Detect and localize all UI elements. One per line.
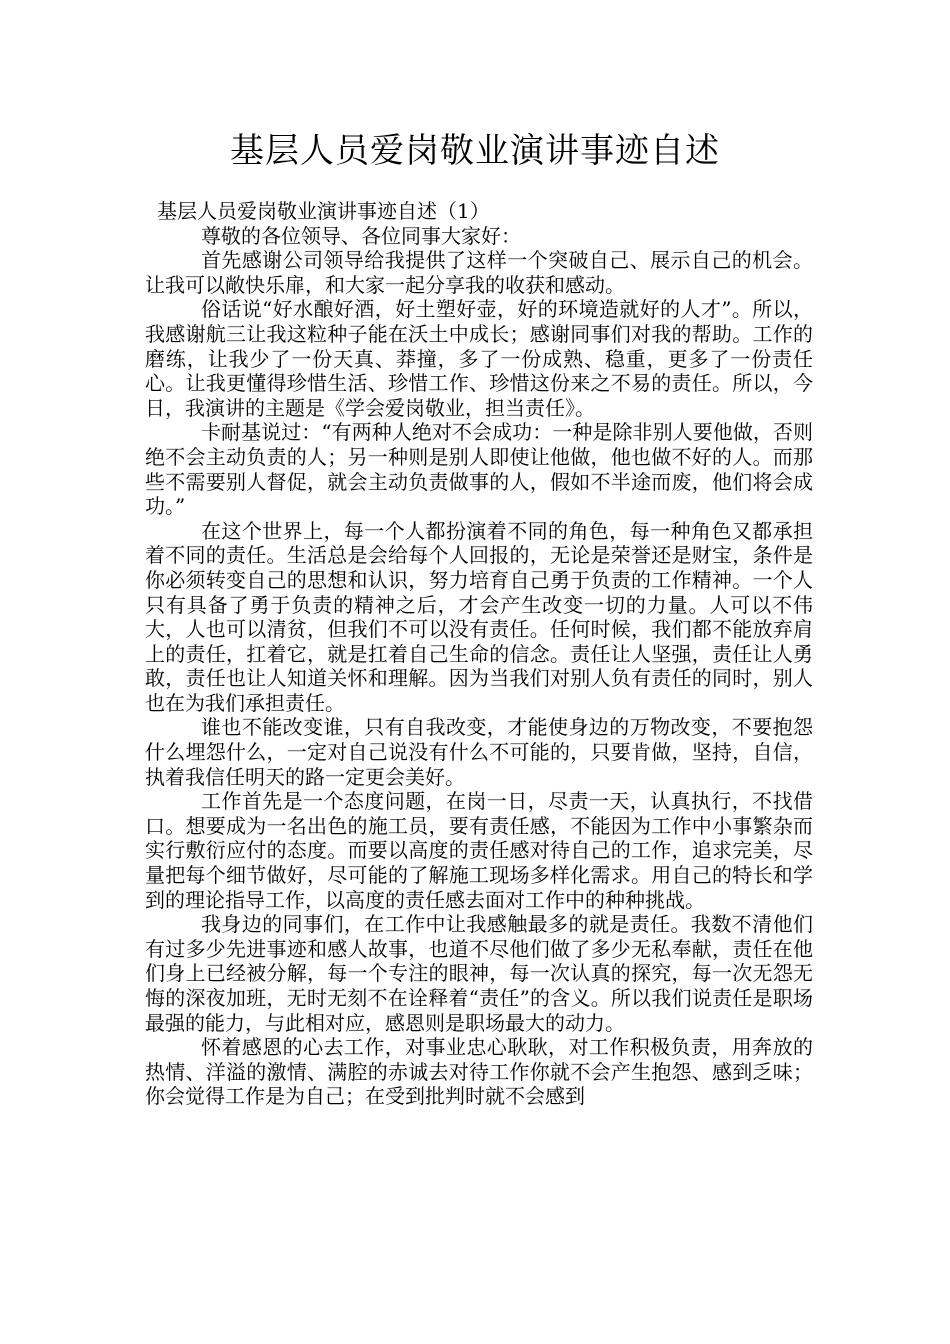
paragraph-greeting: 尊敬的各位领导、各位同事大家好： bbox=[201, 223, 521, 248]
document-title: 基层人员爱岗敬业演讲事迹自述 bbox=[230, 131, 720, 171]
paragraph: 首先感谢公司领导给我提供了这样一个突破自己、展示自己的机会。让我可以敞快乐扉，和大家一起分享我的收获和感动。 bbox=[145, 248, 813, 297]
paragraph: 俗话说“好水酿好酒，好土塑好壶，好的环境造就好的人才”。所以，我感谢航三让我这粒种子能在沃土中成长；感谢同事们对我的帮助。工作的磨练，让我少了一份天真、莽撞，多了一份成熟、稳重，更多了一份责任心。让我更懂得珍惜生活、珍惜工作、珍惜这份来之不易的责任。所以，今日，我演讲的主题是《学会爱岗敬业，担当责任》。 bbox=[145, 297, 813, 420]
paragraph: 谁也不能改变谁，只有自我改变，才能使身边的万物改变，不要抱怨什么埋怨什么，一定对自己说没有什么不可能的，只要肯做，坚持，自信，执着我信任明天的路一定更会美好。 bbox=[145, 715, 813, 789]
paragraph: 在这个世界上，每一个人都扮演着不同的角色，每一种角色又都承担着不同的责任。生活总是会给每个人回报的，无论是荣誉还是财宝，条件是你必须转变自己的思想和认识，努力培育自己勇于负责的工作精神。一个人只有具备了勇于负责的精神之后，才会产生改变一切的力量。人可以不伟大，人也可以清贫，但我们不可以没有责任。任何时候，我们都不能放弃肩上的责任，扛着它，就是扛着自己生命的信念。责任让人坚强，责任让人勇敢，责任也让人知道关怀和理解。因为当我们对别人负有责任的同时，别人也在为我们承担责任。 bbox=[145, 518, 813, 715]
document-subtitle: 基层人员爱岗敬业演讲事迹自述（1） bbox=[157, 199, 490, 223]
paragraph: 我身边的同事们，在工作中让我感触最多的就是责任。我数不清他们有过多少先进事迹和感人故事，也道不尽他们做了多少无私奉献，责任在他们身上已经被分解，每一个专注的眼神，每一次认真的探究，每一次无怨无悔的深夜加班，无时无刻不在诠释着“责任”的含义。所以我们说责任是职场最强的能力，与此相对应，感恩则是职场最大的动力。 bbox=[145, 912, 813, 1035]
document-body bbox=[145, 199, 813, 1109]
paragraph: 工作首先是一个态度问题，在岗一日，尽责一天，认真执行，不找借口。想要成为一名出色的施工员，要有责任感，不能因为工作中小事繁杂而实行敷衍应付的态度。而要以高度的责任感对待自己的工作，追求完美，尽量把每个细节做好，尽可能的了解施工现场多样化需求。用自己的特长和学到的理论指导工作，以高度的责任感去面对工作中的种种挑战。 bbox=[145, 789, 813, 912]
paragraph: 怀着感恩的心去工作，对事业忠心耿耿，对工作积极负责，用奔放的热情、洋溢的激情、满腔的赤诚去对待工作你就不会产生抱怨、感到乏味；你会觉得工作是为自己；在受到批判时就不会感到 bbox=[145, 1035, 813, 1109]
paragraph: 卡耐基说过：“有两种人绝对不会成功：一种是除非别人要他做，否则绝不会主动负责的人；另一种则是别人即使让他做，他也做不好的人。而那些不需要别人督促，就会主动负责做事的人，假如不半途而废，他们将会成功。” bbox=[145, 420, 813, 519]
